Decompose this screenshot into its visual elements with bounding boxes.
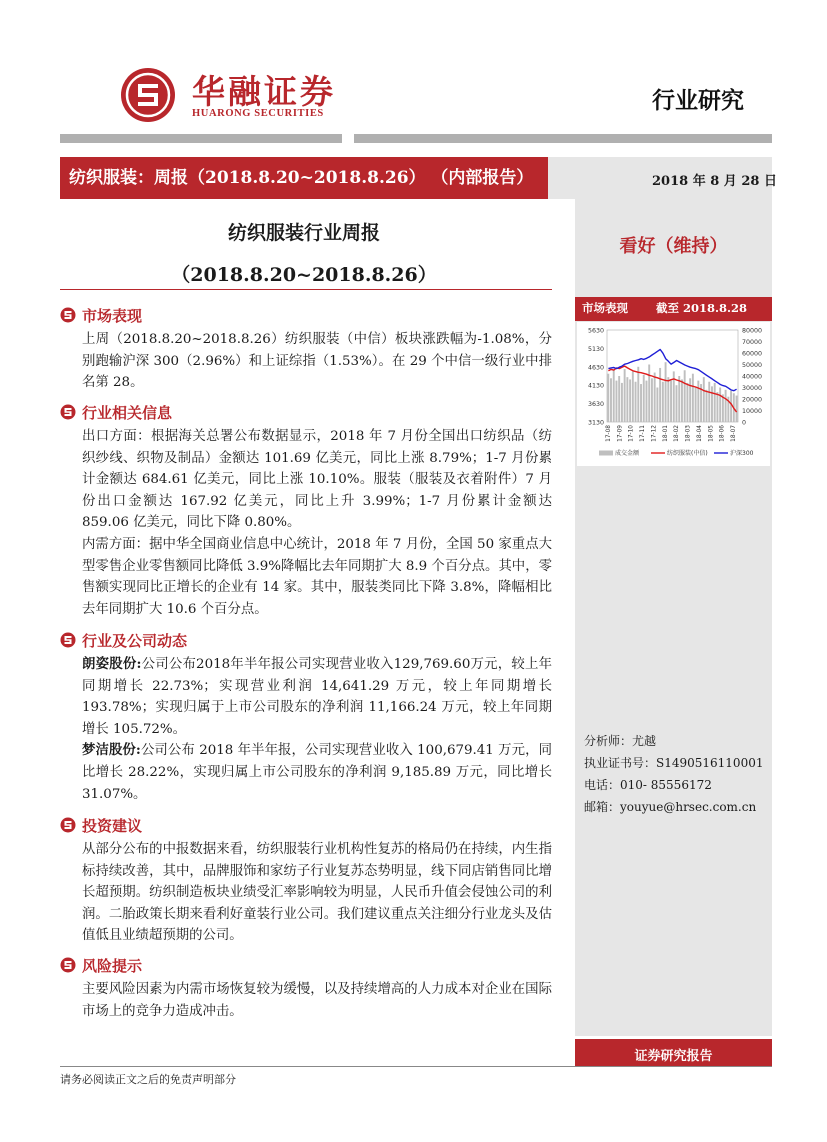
left-axis-tick: 3630 [587, 401, 604, 409]
x-axis-tick: 17-12 [651, 425, 658, 442]
brand-name-en: HUARONG SECURITIES [192, 108, 324, 119]
volume-bar [646, 381, 648, 422]
legend-swatch-volume [599, 451, 613, 456]
volume-bar [722, 394, 724, 422]
x-axis-tick: 18-05 [708, 425, 715, 442]
volume-bar [692, 374, 694, 422]
volume-bar [621, 383, 623, 422]
right-axis-tick: 0 [742, 419, 747, 427]
right-axis-tick: 80000 [742, 327, 763, 335]
volume-bar [719, 388, 721, 423]
section-title: 市场表现 [82, 307, 143, 325]
x-axis-tick: 17-08 [606, 425, 612, 442]
right-axis-tick: 70000 [742, 339, 763, 346]
right-axis-tick: 50000 [742, 362, 763, 369]
section-investment-advice [60, 815, 552, 947]
right-axis-tick: 10000 [742, 408, 763, 415]
brand-name-cn: 华融证券 [192, 72, 336, 111]
section-paragraph: 主要风险因素为内需市场恢复较为缓慢，以及持续增高的人力成本对企业在国际市场上的竞争力造成冲击。 [82, 982, 552, 1019]
volume-bar [654, 373, 656, 422]
x-axis-tick: 17-10 [628, 425, 635, 442]
volume-bar [730, 391, 732, 422]
section-paragraph: 出口方面：根据海关总署公布数据显示，2018 年 7 月份全国出口纺织品（纺织纱线、织物及制品）金额达 101.69 亿美元，同比上涨 8.79%；1-7 月份累计金额达 684.61 亿美元，同比上涨 10.10%。服装（服装及衣着附件）7 月份出口金额达 167.92 亿美元，同比上升 3.99%；1-7 月份累计金额达 859.06 亿美元，同比下降 0.80%。 [82, 429, 552, 531]
volume-bar [703, 377, 705, 422]
left-axis-tick: 5630 [587, 327, 604, 335]
legend-label-volume: 成交金额 [615, 450, 640, 457]
section-bullet-icon [60, 957, 76, 973]
x-axis-tick: 18-03 [685, 425, 692, 442]
section-paragraph: 内需方面：据中华全国商业信息中心统计，2018 年 7 月份，全国 50 家重点大型零售企业零售额同比降低 3.9%降幅比去年同期扩大 8.9 个百分点。其中，零售额实现同比正增长的企业有 14 家。其中，服装类同比下降 3.8%，降幅相比去年同期扩大 10.6 个百分点。 [82, 536, 552, 617]
footer-divider [60, 1066, 772, 1067]
volume-bar [706, 390, 708, 422]
rating: 看好（维持） [619, 236, 728, 257]
volume-bar [618, 376, 620, 422]
volume-bar [716, 392, 718, 422]
section-bullet-icon [60, 632, 76, 648]
volume-bar [686, 383, 688, 422]
section-title: 风险提示 [82, 957, 143, 975]
x-axis-tick: 17-09 [617, 425, 624, 442]
volume-bar [607, 374, 609, 422]
title-divider [60, 289, 552, 290]
volume-bar [656, 388, 658, 423]
volume-bar [615, 381, 617, 422]
left-axis-tick: 4130 [587, 382, 604, 390]
volume-bar [629, 379, 631, 422]
volume-bar [676, 385, 678, 422]
legend-label-hs300: 沪深300 [730, 450, 754, 457]
header-stripe-right [354, 134, 772, 143]
section-title: 行业相关信息 [82, 404, 173, 422]
section-bullet-icon [60, 404, 76, 420]
analyst-name: 分析师：尤越 [584, 734, 657, 748]
x-axis-tick: 18-06 [719, 425, 726, 442]
volume-bar [635, 382, 637, 422]
volume-bar [659, 368, 661, 422]
section-market [60, 305, 552, 394]
volume-bar [610, 378, 612, 422]
right-axis-tick: 30000 [742, 385, 763, 392]
x-axis-tick: 18-04 [696, 425, 703, 442]
left-axis-tick: 4630 [587, 364, 604, 372]
x-axis-tick: 18-07 [731, 425, 737, 442]
volume-bar [667, 377, 669, 422]
volume-bar [637, 367, 639, 422]
chart-header-date: 截至 2018.8.28 [656, 301, 748, 315]
volume-bar [640, 384, 642, 422]
volume-bar [670, 381, 672, 422]
company-name: 梦洁股份: [82, 742, 141, 759]
company-name: 朗姿股份: [82, 656, 142, 672]
volume-bar [684, 370, 686, 422]
volume-bar [711, 386, 713, 422]
section-paragraph: 上周（2018.8.20~2018.8.26）纺织服装（中信）板块涨跌幅为-1.08%，分别跑输沪深 300（2.96%）和上证综指（1.53%）。在 29 个中信一级行业中排名第 28。 [82, 332, 552, 391]
section-title: 投资建议 [82, 817, 143, 835]
volume-bar [708, 382, 710, 422]
header-stripe-left [60, 134, 342, 143]
footer-tag: 证券研究报告 [634, 1049, 713, 1064]
report-period: （2018.8.20~2018.8.26） [171, 264, 437, 286]
report-title: 纺织服装行业周报 [227, 222, 380, 244]
x-axis-tick: 17-11 [640, 425, 647, 442]
volume-bar [678, 376, 680, 422]
volume-bar [632, 371, 634, 422]
company-item [82, 654, 552, 740]
analyst-phone: 电话：010- 85556172 [584, 778, 712, 792]
volume-bar [725, 390, 727, 422]
volume-bar [624, 369, 626, 422]
volume-bar [626, 377, 628, 422]
analyst-cert: 执业证书号：S1490516110001 [584, 756, 764, 770]
section-bullet-icon [60, 307, 76, 323]
section-title: 行业及公司动态 [82, 632, 188, 650]
right-axis-tick: 40000 [742, 373, 763, 381]
volume-bar [665, 362, 667, 422]
section-paragraph: 从部分公布的中报数据来看，纺织服装行业机构性复苏的格局仍在持续，内生指标持续改善，其中，品牌服饰和家纺子行业复苏态势明显，线下同店销售同比增长超预期。纺织制造板块业绩受汇率影响较为明显，人民币升值会侵蚀公司的利润。二胎政策长期来看利好童装行业公司。我们建议重点关注细分行业龙头及估值低且业绩超预期的公司。 [82, 842, 552, 944]
volume-bar [714, 383, 716, 422]
legend-label-industry: 纺织服装(中信) [667, 450, 708, 457]
x-axis-tick: 18-01 [662, 425, 669, 442]
left-axis-tick: 5130 [587, 345, 604, 353]
volume-bar [681, 379, 683, 422]
volume-bar [695, 388, 697, 423]
right-axis-tick: 60000 [742, 350, 763, 358]
section-risk [60, 955, 552, 1022]
volume-bar [643, 375, 645, 422]
company-item [82, 740, 552, 805]
section-bullet-icon [60, 817, 76, 833]
section-label: 行业研究 [652, 87, 744, 114]
volume-bar [736, 396, 738, 422]
analyst-email[interactable]: 邮箱：youyue@hrsec.com.cn [584, 800, 757, 814]
section-industry-info [60, 402, 552, 620]
volume-bar [651, 378, 653, 422]
huarong-logo-icon [120, 67, 176, 123]
volume-bar [613, 370, 615, 422]
chart-header-title: 市场表现 [582, 301, 628, 315]
disclaimer: 请务必阅读正文之后的免责声明部分 [60, 1073, 236, 1086]
company-text: 公司公布 2018 年半年报，公司实现营业收入 100,679.41 万元，同比增长 28.22%，实现归属上市公司股东的净利润 9,185.89 万元，同比增长 31.07%。 [82, 743, 552, 802]
volume-bar [697, 381, 699, 422]
company-text: 公司公布2018年半年报公司实现营业收入129,769.60万元，较上年同期增长 22.73%；实现营业利润 14,641.29 万元，较上年同期增长 193.78%；实现归属于上市公司股东的净利润 11,166.24 万元，较上年同期增长 105.72%。 [82, 657, 552, 737]
report-title-bar: 纺织服装：周报（2018.8.20~2018.8.26） （内部报告） [60, 157, 548, 199]
right-axis-tick: 20000 [742, 396, 763, 404]
volume-bar [662, 382, 664, 422]
market-performance-chart [577, 322, 770, 466]
volume-bar [648, 365, 650, 423]
section-company-news [60, 630, 552, 805]
left-axis-tick: 3130 [587, 419, 604, 427]
x-axis-tick: 18-02 [674, 425, 681, 442]
report-date: 2018 年 8 月 28 日 [652, 174, 777, 189]
